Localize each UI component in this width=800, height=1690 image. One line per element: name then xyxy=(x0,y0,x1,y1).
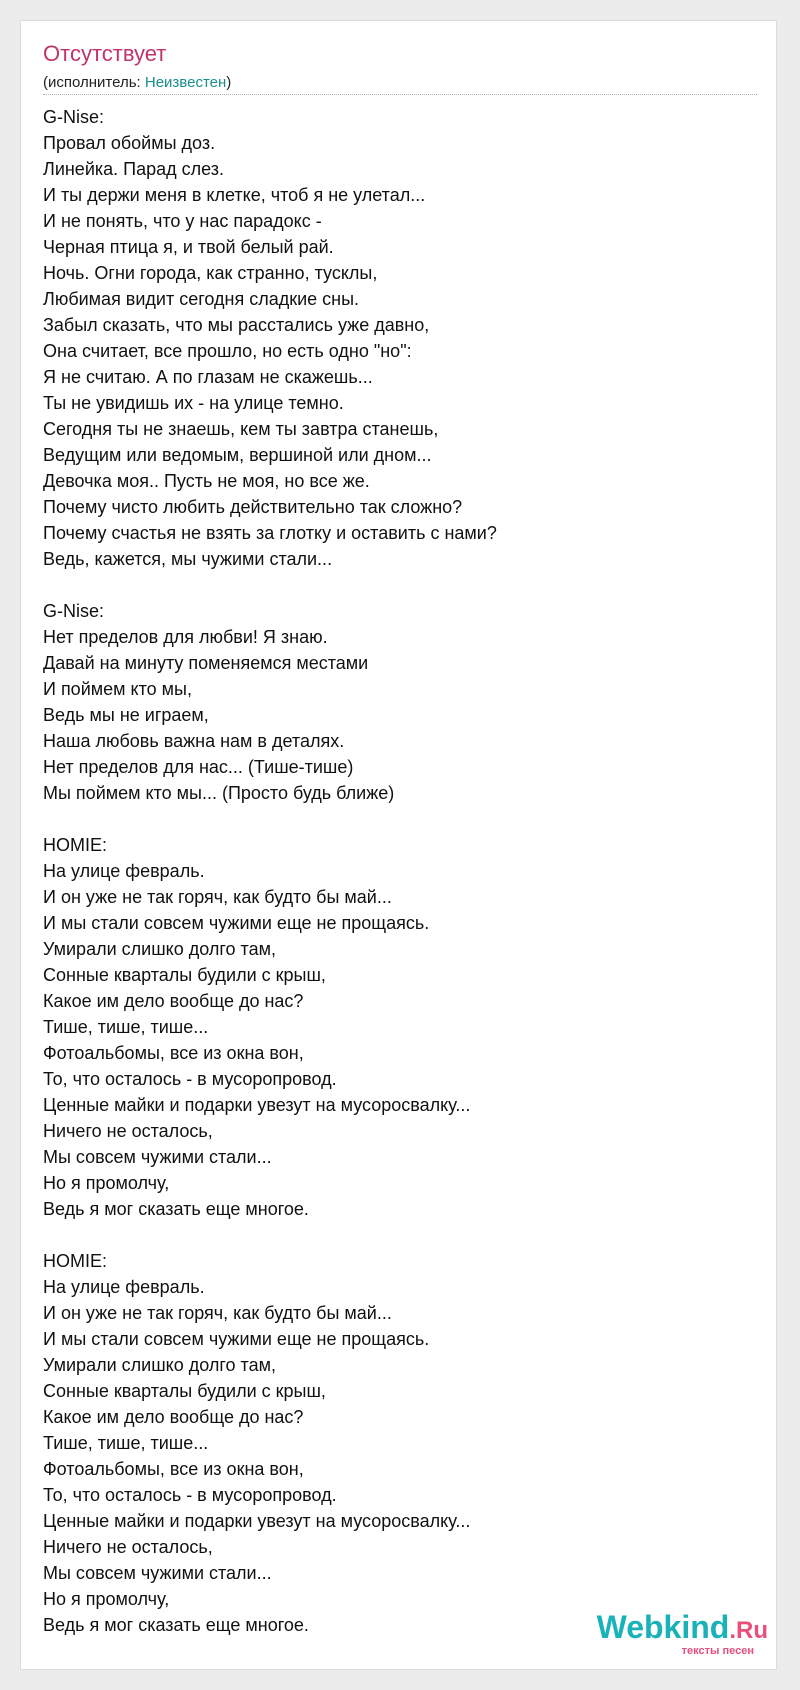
lyric-line: Мы поймем кто мы... (Просто будь ближе) xyxy=(43,783,395,803)
lyric-line: И он уже не так горяч, как будто бы май... xyxy=(43,1303,392,1323)
site-logo[interactable] xyxy=(597,1611,768,1657)
lyric-line: Ведь, кажется, мы чужими стали... xyxy=(43,549,333,569)
lyric-line: Сонные кварталы будили с крыш, xyxy=(43,1381,326,1401)
lyric-line: Нет пределов для нас... (Тише-тише) xyxy=(43,757,354,777)
lyric-line: На улице февраль. xyxy=(43,1277,205,1297)
lyric-line: Ночь. Огни города, как странно, тусклы, xyxy=(43,263,378,283)
lyrics-stanza xyxy=(43,1248,757,1638)
logo-tagline: тексты песен xyxy=(681,1645,754,1657)
lyric-line: Почему счастья не взять за глотку и оставить с нами? xyxy=(43,523,497,543)
lyric-line: Давай на минуту поменяемся местами xyxy=(43,653,369,673)
lyric-line: Тише, тише, тише... xyxy=(43,1017,209,1037)
lyric-line: Но я промолчу, xyxy=(43,1173,170,1193)
lyrics-body xyxy=(43,104,757,1664)
lyric-line: Какое им дело вообще до нас? xyxy=(43,1407,304,1427)
performer-link[interactable]: Неизвестен xyxy=(144,74,227,91)
lyric-line: То, что осталось - в мусоропровод. xyxy=(43,1069,337,1089)
lyric-line: Сегодня ты не знаешь, кем ты завтра станешь, xyxy=(43,419,439,439)
logo-tld: .Ru xyxy=(729,1617,768,1644)
lyric-line: Ценные майки и подарки увезут на мусоросвалку... xyxy=(43,1511,471,1531)
logo-wordmark xyxy=(597,1611,768,1647)
lyric-line: Ведь я мог сказать еще многое. xyxy=(43,1615,309,1635)
performer-prefix: (исполнитель: xyxy=(43,74,145,91)
lyric-line: Ничего не осталось, xyxy=(43,1537,213,1557)
lyric-line: Девочка моя.. Пусть не моя, но все же. xyxy=(43,471,370,491)
lyric-line: Фотоальбомы, все из окна вон, xyxy=(43,1459,304,1479)
lyric-line: Сонные кварталы будили с крыш, xyxy=(43,965,326,985)
lyric-line: Ведущим или ведомым, вершиной или дном... xyxy=(43,445,432,465)
lyric-line: Ничего не осталось, xyxy=(43,1121,213,1141)
song-title: Отсутствует xyxy=(43,41,167,66)
lyric-line: Умирали слишко долго там, xyxy=(43,1355,276,1375)
lyrics-stanza xyxy=(43,598,757,806)
lyric-line: И мы стали совсем чужими еще не прощаясь. xyxy=(43,913,430,933)
lyrics-stanza xyxy=(43,104,757,572)
lyric-line: И он уже не так горяч, как будто бы май... xyxy=(43,887,392,907)
lyric-line: Ты не увидишь их - на улице темно. xyxy=(43,393,344,413)
lyric-line: Ведь я мог сказать еще многое. xyxy=(43,1199,309,1219)
song-card xyxy=(20,20,777,1670)
logo-name: Webkind xyxy=(596,1609,730,1645)
lyric-line: Мы совсем чужими стали... xyxy=(43,1563,272,1583)
performer-suffix: ) xyxy=(226,74,232,91)
lyric-line: Черная птица я, и твой белый рай. xyxy=(43,237,334,257)
lyric-line: Умирали слишко долго там, xyxy=(43,939,276,959)
lyric-line: Забыл сказать, что мы расстались уже давно, xyxy=(43,315,430,335)
lyric-line: Провал обоймы доз. xyxy=(43,133,216,153)
lyric-line: Тише, тише, тише... xyxy=(43,1433,209,1453)
lyric-line: G-Nise: xyxy=(43,601,105,621)
lyric-line: И поймем кто мы, xyxy=(43,679,192,699)
lyric-line: И не понять, что у нас парадокс - xyxy=(43,211,322,231)
lyric-line: На улице февраль. xyxy=(43,861,205,881)
lyric-line: И ты держи меня в клетке, чтоб я не улетал... xyxy=(43,185,426,205)
lyric-line: Ведь мы не играем, xyxy=(43,705,209,725)
lyric-line: Линейка. Парад слез. xyxy=(43,159,225,179)
lyric-line: То, что осталось - в мусоропровод. xyxy=(43,1485,337,1505)
header-divider xyxy=(43,94,757,95)
lyric-line: И мы стали совсем чужими еще не прощаясь. xyxy=(43,1329,430,1349)
lyric-line: Какое им дело вообще до нас? xyxy=(43,991,304,1011)
lyric-line: Мы совсем чужими стали... xyxy=(43,1147,272,1167)
lyric-line: HOMIE: xyxy=(43,1251,108,1271)
lyric-line: Наша любовь важна нам в деталях. xyxy=(43,731,345,751)
lyric-line: Она считает, все прошло, но есть одно "но": xyxy=(43,341,412,361)
lyric-line: Я не считаю. А по глазам не скажешь... xyxy=(43,367,373,387)
lyric-line: HOMIE: xyxy=(43,835,108,855)
performer-line xyxy=(43,73,231,93)
lyric-line: Но я промолчу, xyxy=(43,1589,170,1609)
lyric-line: Ценные майки и подарки увезут на мусоросвалку... xyxy=(43,1095,471,1115)
lyric-line: Нет пределов для любви! Я знаю. xyxy=(43,627,328,647)
lyric-line: Фотоальбомы, все из окна вон, xyxy=(43,1043,304,1063)
lyric-line: G-Nise: xyxy=(43,107,105,127)
lyrics-stanza xyxy=(43,832,757,1222)
lyric-line: Почему чисто любить действительно так сложно? xyxy=(43,497,463,517)
lyric-line: Любимая видит сегодня сладкие сны. xyxy=(43,289,360,309)
